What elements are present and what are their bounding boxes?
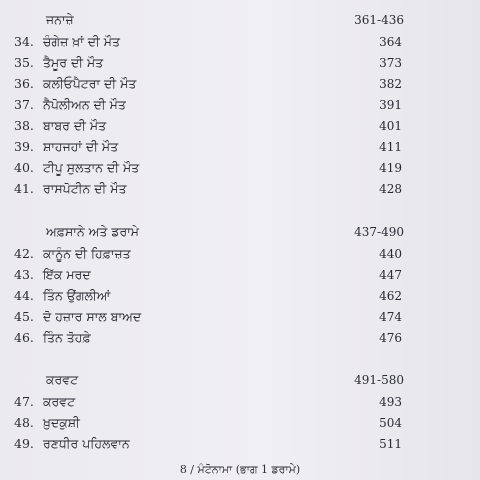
entry-title: ਰਾਸਪੋਟੀਨ ਦੀ ਮੌਤ (43, 181, 127, 196)
entry-title: ਰਣਧੀਰ ਪਹਿਲਵਾਨ (43, 436, 130, 451)
entry-number: 37. (14, 97, 34, 112)
entry-page: 419 (379, 161, 402, 175)
entry-title: ਖ਼ੁਦਕੁਸ਼ੀ (43, 415, 80, 430)
entry-title: ਕਾਨੂੰਨ ਦੀ ਹਿਫ਼ਾਜ਼ਤ (43, 246, 131, 261)
entry-title: ਸ਼ਾਹਜਹਾਂ ਦੀ ਮੌਤ (43, 139, 119, 154)
entry-page: 382 (379, 77, 402, 91)
page-footer: 8 / ਮੰਟੋਨਾਮਾ (ਭਾਗ 1 ਡਰਾਮੇ) (179, 463, 301, 476)
section-title: ਕਰਵਟ (46, 372, 79, 387)
entry-number: 35. (14, 55, 34, 70)
section-header (0, 10, 480, 30)
entry-title: ਕਰਵਟ (43, 394, 76, 409)
entry-title: ਨੈਪੋਲੀਅਨ ਦੀ ਮੌਤ (43, 97, 126, 112)
entry-page: 373 (379, 56, 402, 70)
toc-entry (0, 434, 480, 454)
entry-title: ਕਲੀਓਪੈਟਰਾ ਦੀ ਮੌਤ (43, 76, 137, 91)
entry-number: 36. (14, 76, 34, 91)
toc-entry (0, 265, 480, 285)
entry-title: ਦੋ ਹਜ਼ਾਰ ਸਾਲ ਬਾਅਦ (43, 309, 142, 324)
entry-number: 45. (14, 309, 34, 324)
entry-title: ਬਾਬਰ ਦੀ ਮੌਤ (43, 118, 107, 133)
entry-number: 49. (14, 436, 34, 451)
entry-page: 428 (379, 182, 402, 196)
entry-number: 40. (14, 160, 34, 175)
toc-entry (0, 307, 480, 327)
section-header (0, 370, 480, 390)
toc-entry (0, 116, 480, 136)
toc-entry (0, 158, 480, 178)
entry-page: 364 (379, 35, 402, 49)
entry-page: 493 (379, 395, 402, 409)
section-page-range: 437-490 (354, 225, 404, 239)
entry-title: ਤਿੰਨ ਤੋਹਫ਼ੇ (43, 330, 91, 345)
entry-number: 42. (14, 246, 34, 261)
entry-page: 504 (379, 416, 402, 430)
entry-page: 440 (379, 247, 402, 261)
section-page-range: 361-436 (354, 13, 404, 27)
entry-number: 39. (14, 139, 34, 154)
entry-page: 391 (379, 98, 402, 112)
toc-entry (0, 244, 480, 264)
entry-page: 401 (379, 119, 402, 133)
toc-entry (0, 32, 480, 52)
entry-number: 41. (14, 181, 34, 196)
entry-number: 38. (14, 118, 34, 133)
section-title: ਅਫ਼ਸਾਨੇ ਅਤੇ ਡਰਾਮੇ (46, 224, 140, 239)
entry-title: ਟੀਪੂ ਸੁਲਤਾਨ ਦੀ ਮੌਤ (43, 160, 140, 175)
entry-number: 44. (14, 288, 34, 303)
entry-page: 462 (379, 289, 402, 303)
toc-entry (0, 53, 480, 73)
toc-entry (0, 413, 480, 433)
entry-title: ਚੰਗੇਜ਼ ਖ਼ਾਂ ਦੀ ਮੌਤ (43, 34, 120, 49)
entry-page: 447 (379, 268, 402, 282)
section-title: ਜਨਾਜ਼ੇ (46, 12, 74, 27)
toc-entry (0, 328, 480, 348)
entry-number: 34. (14, 34, 34, 49)
toc-entry (0, 137, 480, 157)
entry-title: ਤੈਮੂਰ ਦੀ ਮੌਤ (43, 55, 104, 70)
entry-number: 47. (14, 394, 34, 409)
entry-number: 48. (14, 415, 34, 430)
toc-entry (0, 74, 480, 94)
entry-number: 46. (14, 330, 34, 345)
toc-entry (0, 286, 480, 306)
entry-page: 474 (379, 310, 402, 324)
toc-entry (0, 95, 480, 115)
entry-page: 411 (379, 140, 402, 154)
entry-title: ਇੱਕ ਮਰਦ (43, 267, 91, 282)
section-page-range: 491-580 (354, 373, 404, 387)
entry-page: 476 (379, 331, 402, 345)
entry-number: 43. (14, 267, 34, 282)
toc-entry (0, 392, 480, 412)
entry-page: 511 (379, 437, 402, 451)
toc-entry (0, 179, 480, 199)
entry-title: ਤਿੰਨ ਉਂਗਲੀਆਂ (43, 288, 111, 303)
section-header (0, 222, 480, 242)
